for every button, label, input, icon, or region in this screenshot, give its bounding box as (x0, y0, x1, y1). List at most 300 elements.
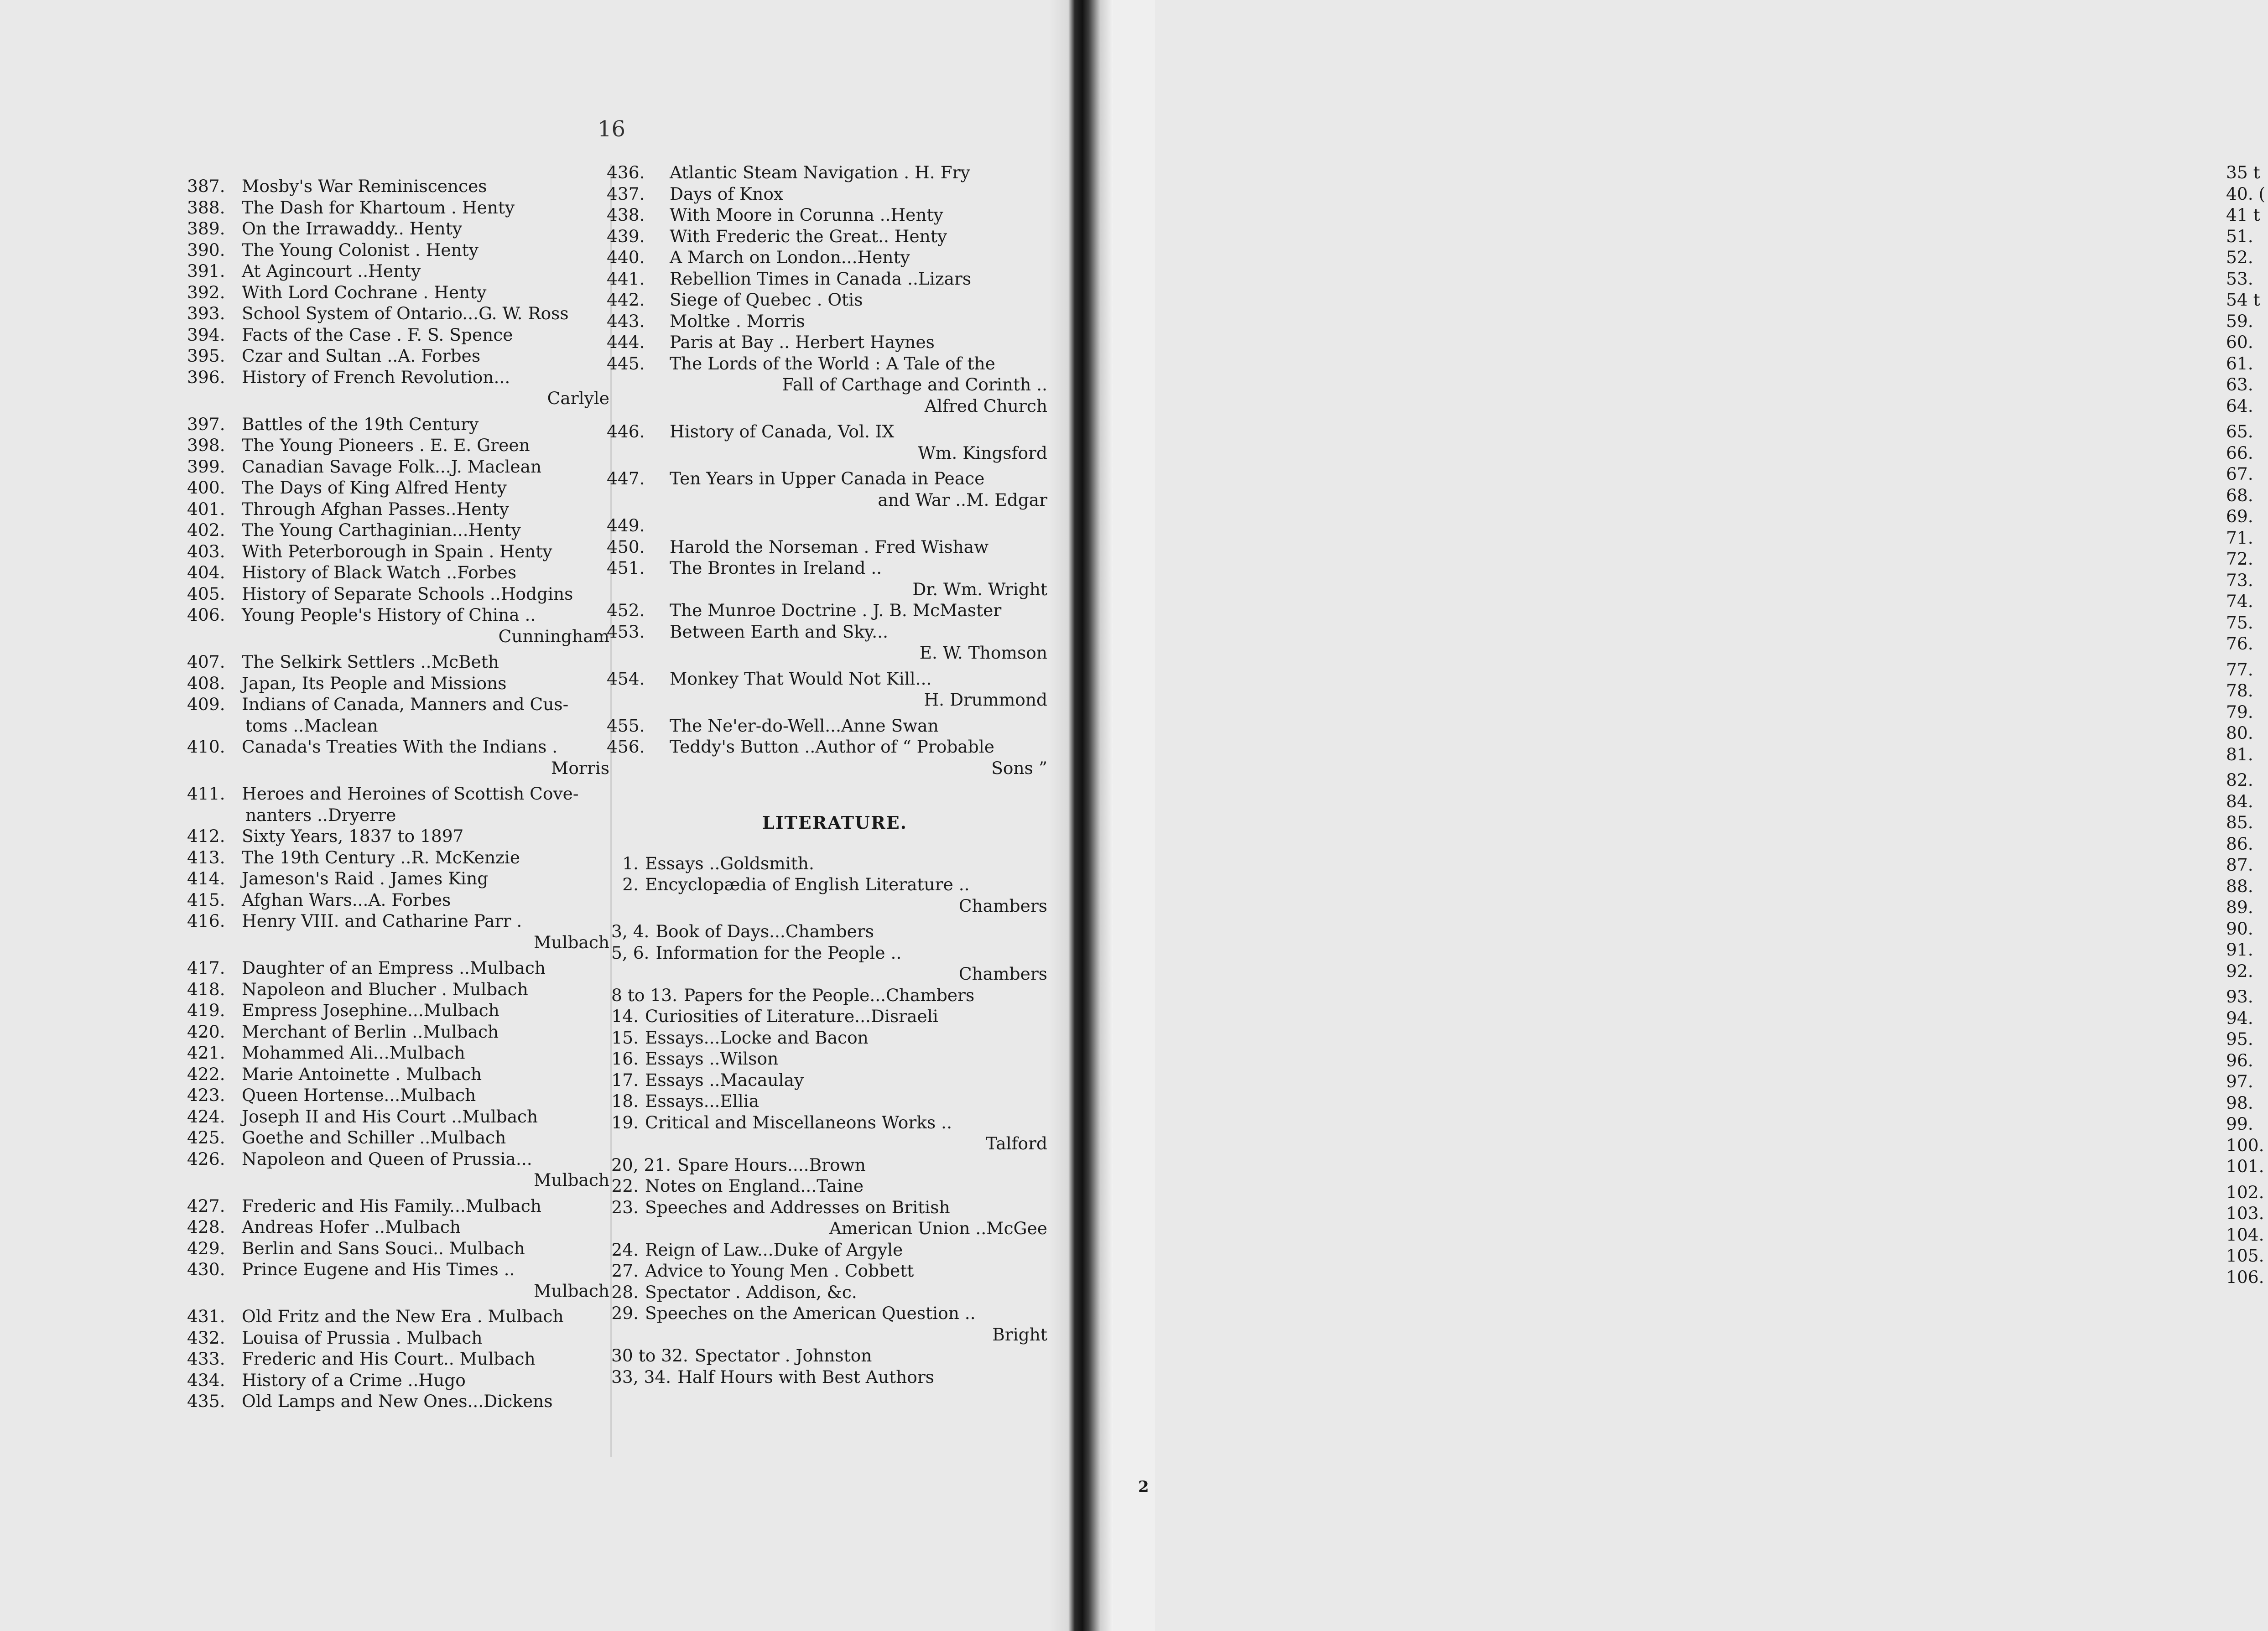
entry-number: 400. (187, 478, 225, 498)
entry-number: 410. (187, 737, 225, 757)
list-item: 76. (2226, 634, 2253, 654)
list-item (187, 282, 611, 303)
entry-number: 415. (187, 889, 225, 910)
entry-title: Japan, Its People and Missions (242, 673, 507, 693)
entry-number: 387. (187, 176, 225, 196)
entry-title: Frederic and His Court.. Mulbach (242, 1349, 536, 1369)
entry-number: 8 to 13. (611, 985, 677, 1005)
entry-title: On the Irrawaddy.. Henty (242, 218, 462, 239)
list-item (187, 1085, 611, 1106)
list-item (187, 1106, 611, 1127)
entry-continuation: and War ..M. Edgar (878, 489, 1047, 510)
entry-number: 407. (187, 652, 225, 672)
list-item (187, 1042, 611, 1064)
entry-title: Spare Hours....Brown (677, 1154, 866, 1175)
list-item (187, 1370, 611, 1391)
list-item (611, 1282, 1049, 1303)
list-item (187, 847, 611, 868)
entry-title: Critical and Miscellaneons Works .. (645, 1112, 952, 1132)
entry-number: 449. (607, 515, 645, 535)
entry-title: Ten Years in Upper Canada in Peace (670, 468, 985, 488)
entry-title: Battles of the 19th Century (242, 414, 479, 434)
list-item (187, 176, 611, 197)
entry-title: With Peterborough in Spain . Henty (242, 541, 552, 561)
entry-number: 434. (187, 1370, 225, 1390)
entry-number: 404. (187, 562, 225, 582)
list-item: 95. (2226, 1029, 2253, 1049)
entry-number: 18. (611, 1091, 639, 1111)
list-item (607, 183, 1049, 205)
list-item: 41 t (2226, 205, 2260, 225)
list-item (187, 367, 611, 409)
entry-number: 17. (611, 1070, 639, 1090)
list-item (607, 247, 1049, 268)
list-item (611, 1154, 1049, 1176)
entry-title: With Frederic the Great.. Henty (670, 226, 947, 246)
list-item (187, 1127, 611, 1148)
entry-number: 446. (607, 421, 645, 442)
entry-title: History of Black Watch ..Forbes (242, 562, 517, 582)
list-item (611, 1048, 1049, 1070)
entry-continuation: nanters ..Dryerre (245, 805, 396, 825)
entry-title: History of Canada, Vol. IX (670, 421, 895, 442)
entry-number: 405. (187, 583, 225, 604)
list-item: 93. (2226, 987, 2253, 1007)
list-item (611, 853, 1049, 874)
list-item (611, 1260, 1049, 1282)
entry-title: Empress Josephine...Mulbach (242, 1000, 499, 1020)
entry-number: 413. (187, 847, 225, 867)
list-item: 73. (2226, 570, 2253, 590)
entry-title: Andreas Hofer ..Mulbach (242, 1217, 461, 1237)
entry-number: 432. (187, 1327, 225, 1348)
list-item: 102. (2226, 1182, 2264, 1202)
list-item (187, 583, 611, 605)
list-item: 103. (2226, 1203, 2264, 1223)
entry-title: Information for the People .. (655, 942, 902, 963)
entry-title: Speeches and Addresses on British (645, 1197, 950, 1217)
list-item (187, 910, 611, 953)
section-heading: LITERATURE. (762, 812, 907, 833)
entry-number: 445. (607, 353, 645, 374)
list-item (611, 874, 1049, 916)
entry-title: Moltke . Morris (670, 311, 805, 331)
entry-number: 390. (187, 239, 225, 260)
entry-number: 451. (607, 558, 645, 578)
entry-number: 429. (187, 1238, 225, 1258)
entry-number: 19. (611, 1112, 639, 1132)
entry-number: 421. (187, 1043, 225, 1063)
entry-number: 428. (187, 1217, 225, 1237)
entry-title: History of a Crime ..Hugo (242, 1370, 466, 1390)
list-item: 99. (2226, 1114, 2253, 1134)
entry-title: Rebellion Times in Canada ..Lizars (670, 268, 972, 289)
entry-title: Marie Antoinette . Mulbach (242, 1064, 482, 1084)
list-item (607, 468, 1049, 510)
entry-title: Facts of the Case . F. S. Spence (242, 324, 513, 345)
entry-number: 389. (187, 218, 225, 239)
list-item (607, 715, 1049, 737)
list-item: 53. (2226, 268, 2253, 289)
list-item (607, 162, 1049, 183)
list-item (611, 1112, 1049, 1154)
entry-title: Old Fritz and the New Era . Mulbach (242, 1306, 564, 1326)
entry-number: 414. (187, 868, 225, 888)
entry-author: American Union ..McGee (829, 1218, 1047, 1238)
list-item: 90. (2226, 918, 2253, 939)
entry-title: Teddy's Button ..Author of “ Probable (670, 737, 994, 757)
entry-title: Canada's Treaties With the Indians . (242, 737, 558, 757)
entry-author: Chambers (958, 964, 1047, 984)
entry-title: Essays ..Wilson (645, 1049, 779, 1069)
entry-number: 442. (607, 290, 645, 310)
list-item (611, 1091, 1049, 1112)
book-binding-shadow (1049, 0, 1113, 1631)
list-item (607, 268, 1049, 290)
entry-number: 420. (187, 1021, 225, 1042)
entry-number: 29. (611, 1303, 639, 1323)
list-item (187, 826, 611, 847)
list-item (187, 1391, 611, 1412)
entry-number: 399. (187, 456, 225, 477)
entry-title: Berlin and Sans Souci.. Mulbach (242, 1238, 525, 1258)
list-item (607, 621, 1049, 664)
entry-title: The Munroe Doctrine . J. B. McMaster (670, 600, 1002, 620)
list-item (187, 673, 611, 694)
entry-author: Mulbach (533, 1170, 609, 1190)
page-number: 16 (598, 116, 626, 142)
entry-author: H. Drummond (924, 690, 1047, 710)
list-item: 63. (2226, 374, 2253, 395)
literature-list (607, 853, 1049, 1388)
entry-title: Reign of Law...Duke of Argyle (645, 1239, 903, 1260)
list-item (607, 536, 1049, 558)
list-item: 91. (2226, 940, 2253, 960)
facing-page (1113, 0, 2266, 1631)
entry-title: The Dash for Khartoum . Henty (242, 197, 515, 218)
entry-number: 433. (187, 1349, 225, 1369)
entry-title: Advice to Young Men . Cobbett (645, 1261, 914, 1281)
entry-title: Goethe and Schiller ..Mulbach (242, 1127, 506, 1148)
list-item (607, 668, 1049, 711)
entry-title: Merchant of Berlin ..Mulbach (242, 1021, 499, 1042)
list-item (187, 604, 611, 647)
list-item (187, 519, 611, 541)
entry-number: 443. (607, 311, 645, 331)
list-item: 54 t (2226, 290, 2260, 310)
entry-author: Mulbach (533, 932, 609, 952)
list-item: 71. (2226, 527, 2253, 548)
entry-title: Queen Hortense...Mulbach (242, 1085, 476, 1105)
list-item (187, 414, 611, 435)
entry-number: 441. (607, 268, 645, 289)
list-item (187, 477, 611, 499)
list-item (611, 942, 1049, 985)
list-item (187, 1064, 611, 1085)
entry-title: School System of Ontario...G. W. Ross (242, 303, 569, 323)
entry-title: Essays ..Goldsmith. (645, 853, 814, 873)
list-item (611, 985, 1049, 1006)
list-item: 88. (2226, 876, 2253, 896)
list-item: 35 t (2226, 162, 2260, 182)
list-item (607, 332, 1049, 353)
entry-title: Sixty Years, 1837 to 1897 (242, 826, 464, 846)
entry-title: Days of Knox (670, 183, 784, 204)
entry-number: 447. (607, 468, 645, 488)
entry-title: Essays...Locke and Bacon (645, 1027, 869, 1048)
entry-number: 417. (187, 958, 225, 978)
entry-title: Curiosities of Literature...Disraeli (645, 1006, 938, 1026)
list-item: 100. (2226, 1135, 2264, 1155)
list-item: 80. (2226, 723, 2253, 743)
list-item (607, 515, 1049, 536)
entry-number: 452. (607, 600, 645, 620)
list-item (187, 783, 611, 826)
entry-number: 424. (187, 1106, 225, 1127)
entry-number: 392. (187, 282, 225, 302)
entry-title: Through Afghan Passes..Henty (242, 499, 509, 519)
entry-title: The Young Colonist . Henty (242, 239, 479, 260)
list-item (187, 324, 611, 346)
entry-number: 397. (187, 414, 225, 434)
list-item: 60. (2226, 332, 2253, 352)
entry-author: Mulbach (533, 1280, 609, 1301)
list-item: 101. (2226, 1156, 2264, 1176)
entry-author: E. W. Thomson (919, 643, 1047, 663)
list-item: 104. (2226, 1224, 2264, 1245)
entry-author: Wm. Kingsford (918, 442, 1047, 463)
entry-title: Canadian Savage Folk...J. Maclean (242, 456, 542, 477)
entry-title: History of French Revolution... (242, 367, 510, 387)
entry-number: 23. (611, 1197, 639, 1217)
list-item: 98. (2226, 1092, 2253, 1113)
list-item (187, 260, 611, 282)
entry-title: The Lords of the World : A Tale of the (670, 353, 995, 374)
list-item: 52. (2226, 247, 2253, 267)
list-item (611, 1006, 1049, 1027)
entry-number: 437. (607, 183, 645, 204)
list-item (187, 736, 611, 779)
list-item: 86. (2226, 833, 2253, 854)
list-item: 75. (2226, 612, 2253, 633)
list-item (187, 1306, 611, 1327)
entry-number: 409. (187, 694, 225, 714)
list-item (607, 557, 1049, 600)
list-item (187, 541, 611, 562)
list-item (611, 1239, 1049, 1261)
entry-title: Joseph II and His Court ..Mulbach (242, 1106, 538, 1127)
list-item (607, 600, 1049, 621)
list-item (187, 218, 611, 239)
entry-number: 22. (611, 1176, 639, 1196)
list-item: 69. (2226, 506, 2253, 526)
list-item (187, 1348, 611, 1370)
list-item (187, 345, 611, 367)
entry-number: 440. (607, 247, 645, 267)
entry-title: Heroes and Heroines of Scottish Cove- (242, 784, 579, 804)
list-item (187, 889, 611, 911)
left-column (187, 176, 611, 1412)
list-item (611, 1303, 1049, 1345)
list-item: 77. (2226, 659, 2253, 680)
entry-number: 423. (187, 1085, 225, 1105)
list-item (187, 1148, 611, 1191)
entry-title: Mosby's War Reminiscences (242, 176, 487, 196)
list-item (607, 204, 1049, 226)
entry-number: 411. (187, 784, 225, 804)
entry-title: The 19th Century ..R. McKenzie (242, 847, 520, 867)
list-item (607, 311, 1049, 332)
entry-title: Napoleon and Queen of Prussia... (242, 1148, 532, 1169)
list-item (607, 421, 1049, 463)
list-item: 74. (2226, 591, 2253, 611)
entry-title: Spectator . Johnston (694, 1345, 872, 1366)
entry-number: 454. (607, 668, 645, 689)
entry-title: Prince Eugene and His Times .. (242, 1259, 515, 1279)
entry-number: 30 to 32. (611, 1345, 688, 1366)
entry-title: Atlantic Steam Navigation . H. Fry (670, 162, 970, 182)
list-item: 96. (2226, 1050, 2253, 1070)
entry-number: 438. (607, 205, 645, 225)
list-item: 64. (2226, 395, 2253, 416)
entry-number: 406. (187, 605, 225, 625)
entry-title: Czar and Sultan ..A. Forbes (242, 346, 481, 366)
list-item (187, 1327, 611, 1349)
entry-title: Book of Days...Chambers (655, 921, 874, 941)
entry-author: Sons ” (991, 758, 1047, 778)
entry-title: Indians of Canada, Manners and Cus- (242, 694, 569, 714)
list-item (607, 353, 1049, 417)
entry-number: 403. (187, 541, 225, 561)
entry-number: 427. (187, 1195, 225, 1216)
list-item (611, 1197, 1049, 1239)
list-item (187, 957, 611, 979)
entry-continuation: Fall of Carthage and Corinth .. (782, 374, 1047, 395)
entry-author: Dr. Wm. Wright (912, 579, 1047, 599)
entry-title: Papers for the People...Chambers (683, 985, 975, 1005)
entry-title: Jameson's Raid . James King (242, 868, 489, 888)
list-item: 92. (2226, 961, 2253, 981)
list-item (607, 289, 1049, 311)
list-item (611, 1345, 1049, 1366)
entry-number: 28. (611, 1282, 639, 1302)
entry-author: Talford (986, 1133, 1047, 1153)
entry-number: 394. (187, 324, 225, 345)
list-item: 106. (2226, 1267, 2264, 1287)
entry-title: The Young Carthaginian...Henty (242, 520, 521, 540)
entry-title: Frederic and His Family...Mulbach (242, 1195, 541, 1216)
list-item (611, 1027, 1049, 1049)
list-item (187, 1216, 611, 1238)
list-item (187, 435, 611, 456)
entry-title: A March on London...Henty (670, 247, 910, 267)
entry-number: 435. (187, 1391, 225, 1411)
list-item (187, 1238, 611, 1259)
list-item (187, 1021, 611, 1043)
list-item: 51. (2226, 226, 2253, 246)
entry-number: 2. (622, 874, 639, 894)
entry-title: Encyclopædia of English Literature .. (645, 874, 970, 894)
entry-title: Essays ..Macaulay (645, 1070, 804, 1090)
entry-title: Napoleon and Blucher . Mulbach (242, 979, 528, 999)
entry-title: Monkey That Would Not Kill... (670, 668, 932, 689)
list-item: 87. (2226, 855, 2253, 875)
entry-number: 425. (187, 1127, 225, 1148)
list-item (187, 239, 611, 261)
entry-number: 430. (187, 1259, 225, 1279)
entry-title: Young People's History of China .. (242, 605, 536, 625)
list-item: 89. (2226, 897, 2253, 917)
entry-number: 398. (187, 435, 225, 455)
list-item: 105. (2226, 1246, 2264, 1266)
list-item: 82. (2226, 770, 2253, 790)
list-item: 66. (2226, 442, 2253, 463)
entry-author: Morris (551, 758, 609, 778)
list-item (187, 868, 611, 889)
entry-number: 455. (607, 715, 645, 736)
entry-title: The Brontes in Ireland .. (670, 558, 882, 578)
list-item: 78. (2226, 680, 2253, 701)
entry-number: 396. (187, 367, 225, 387)
list-item (187, 1259, 611, 1301)
list-item (187, 456, 611, 478)
list-item: 72. (2226, 549, 2253, 569)
entry-number: 444. (607, 332, 645, 352)
entry-title: With Moore in Corunna ..Henty (670, 205, 943, 225)
list-item: 79. (2226, 701, 2253, 722)
list-item: 81. (2226, 744, 2253, 764)
entry-title: Louisa of Prussia . Mulbach (242, 1327, 483, 1348)
entry-number: 388. (187, 197, 225, 218)
entry-number: 426. (187, 1148, 225, 1169)
entry-number: 395. (187, 346, 225, 366)
entry-number: 5, 6. (611, 942, 650, 963)
list-item (187, 303, 611, 324)
entry-title: Henry VIII. and Catharine Parr . (242, 911, 522, 931)
entry-title: At Agincourt ..Henty (242, 261, 421, 281)
entry-title: History of Separate Schools ..Hodgins (242, 583, 573, 604)
entry-title: Daughter of an Empress ..Mulbach (242, 958, 546, 978)
entry-title: Notes on England...Taine (645, 1176, 864, 1196)
entry-number: 453. (607, 621, 645, 642)
list-item: 40. ( (2226, 183, 2266, 204)
entry-number: 20, 21. (611, 1154, 671, 1175)
entry-author: Alfred Church (924, 395, 1047, 416)
list-item (187, 651, 611, 673)
entry-author: Carlyle (547, 388, 609, 408)
entry-number: 450. (607, 536, 645, 557)
list-item (187, 1195, 611, 1217)
entry-number: 393. (187, 303, 225, 323)
list-item (187, 694, 611, 736)
entry-number: 436. (607, 162, 645, 182)
list-item (187, 1000, 611, 1021)
entry-title: Mohammed Ali...Mulbach (242, 1043, 465, 1063)
entry-number: 456. (607, 737, 645, 757)
entry-number: 27. (611, 1261, 639, 1281)
entry-number: 439. (607, 226, 645, 246)
entry-number: 418. (187, 979, 225, 999)
entry-title: With Lord Cochrane . Henty (242, 282, 487, 302)
entry-author: Bright (992, 1324, 1047, 1345)
entry-title: Spectator . Addison, &c. (645, 1282, 857, 1302)
list-item (611, 1175, 1049, 1197)
list-item: 68. (2226, 485, 2253, 505)
entry-author: Chambers (958, 895, 1047, 916)
list-item: 61. (2226, 353, 2253, 374)
list-item (611, 1366, 1049, 1388)
list-item: 94. (2226, 1008, 2253, 1028)
